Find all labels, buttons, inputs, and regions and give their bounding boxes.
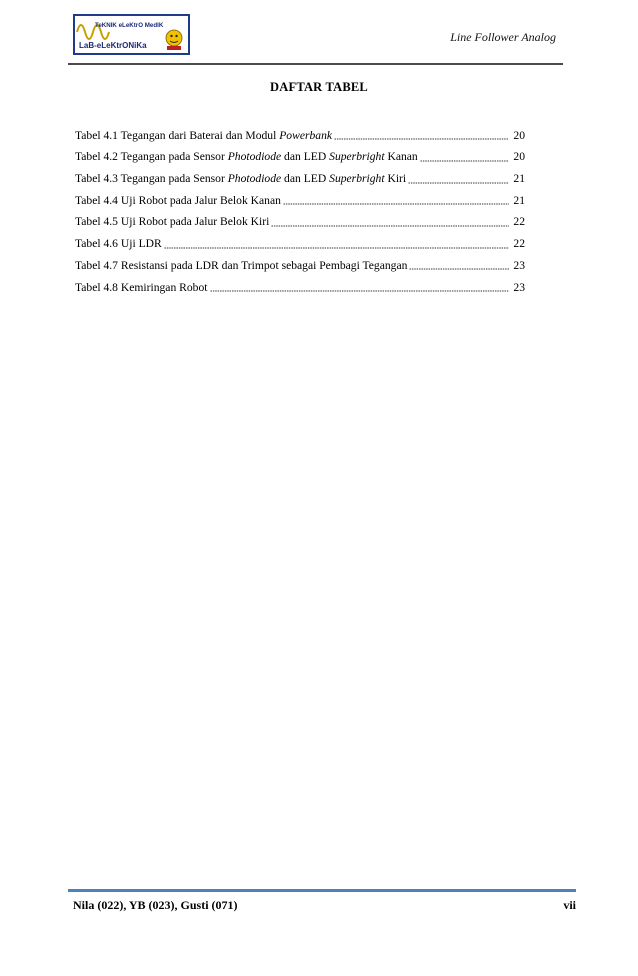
toc-leader-dots (409, 261, 509, 271)
toc-entry-italic-term: Superbright (329, 172, 385, 186)
toc-entry-text: Kiri (384, 172, 407, 186)
toc-entry-title (75, 172, 406, 186)
toc-leader-dots (334, 131, 509, 141)
toc-leader-dots (283, 196, 509, 206)
toc-entry[interactable] (75, 121, 525, 143)
toc-entry[interactable] (75, 186, 525, 208)
toc-entry-title (75, 259, 407, 273)
toc-entry[interactable] (75, 229, 525, 251)
logo-line1: TeKNIK eLeKtrO MedIK (95, 22, 164, 29)
header-title: Line Follower Analog (450, 30, 556, 44)
toc-entry-title (75, 150, 418, 164)
toc-entry-text: Kanan (384, 150, 418, 164)
toc-page-number: 21 (513, 172, 525, 186)
toc-entry[interactable] (75, 273, 525, 295)
mascot-icon (166, 30, 182, 50)
toc-entry-title (75, 215, 269, 229)
toc-page-number: 20 (513, 128, 525, 142)
footer-page-number: vii (563, 898, 576, 912)
toc-entry-italic-term: Powerbank (279, 128, 333, 142)
toc-entry-text: Tabel 4.2 Tegangan pada Sensor (75, 150, 228, 164)
toc-entry[interactable] (75, 208, 525, 230)
toc-entry-italic-term: Photodiode (227, 172, 282, 186)
toc-page-number: 22 (513, 237, 525, 251)
toc-entry-text: dan LED (281, 172, 330, 186)
toc-entry-text: Tabel 4.5 Uji Robot pada Jalur Belok Kiri (75, 215, 270, 229)
header-divider (68, 63, 563, 65)
table-of-tables (75, 121, 525, 295)
lab-logo (73, 14, 190, 55)
toc-leader-dots (164, 239, 509, 249)
toc-leader-dots (271, 217, 509, 227)
toc-entry-text: Tabel 4.3 Tegangan pada Sensor (75, 172, 228, 186)
footer-divider (68, 889, 576, 892)
toc-page-number: 23 (513, 280, 525, 294)
logo-line2: LaB-eLeKtrONiKa (79, 41, 147, 50)
toc-entry-text: Tabel 4.6 Uji LDR (75, 237, 162, 251)
toc-entry-title (75, 237, 162, 251)
toc-entry-italic-term: Superbright (329, 150, 385, 164)
toc-entry-text: Tabel 4.7 Resistansi pada LDR dan Trimpot sebagai Pembagi Tegangan (75, 258, 408, 272)
toc-page-number: 21 (513, 193, 525, 207)
toc-page-number: 22 (513, 215, 525, 229)
toc-entry-title (75, 194, 281, 208)
toc-entry[interactable] (75, 164, 525, 186)
toc-page-number: 20 (513, 150, 525, 164)
toc-leader-dots (420, 152, 509, 162)
page-title: DAFTAR TABEL (270, 80, 368, 94)
toc-entry[interactable] (75, 143, 525, 165)
toc-leader-dots (408, 174, 509, 184)
toc-entry-text: dan LED (281, 150, 330, 164)
toc-entry-title (75, 281, 208, 295)
toc-page-number: 23 (513, 258, 525, 272)
toc-entry-title (75, 129, 332, 143)
toc-entry-italic-term: Photodiode (227, 150, 282, 164)
toc-entry-text: Tabel 4.8 Kemiringan Robot (75, 280, 208, 294)
toc-entry-text: Tabel 4.1 Tegangan dari Baterai dan Modul (75, 128, 280, 142)
toc-leader-dots (210, 283, 510, 293)
footer-authors: Nila (022), YB (023), Gusti (071) (73, 898, 238, 912)
toc-entry[interactable] (75, 251, 525, 273)
toc-entry-text: Tabel 4.4 Uji Robot pada Jalur Belok Kanan (75, 193, 281, 207)
